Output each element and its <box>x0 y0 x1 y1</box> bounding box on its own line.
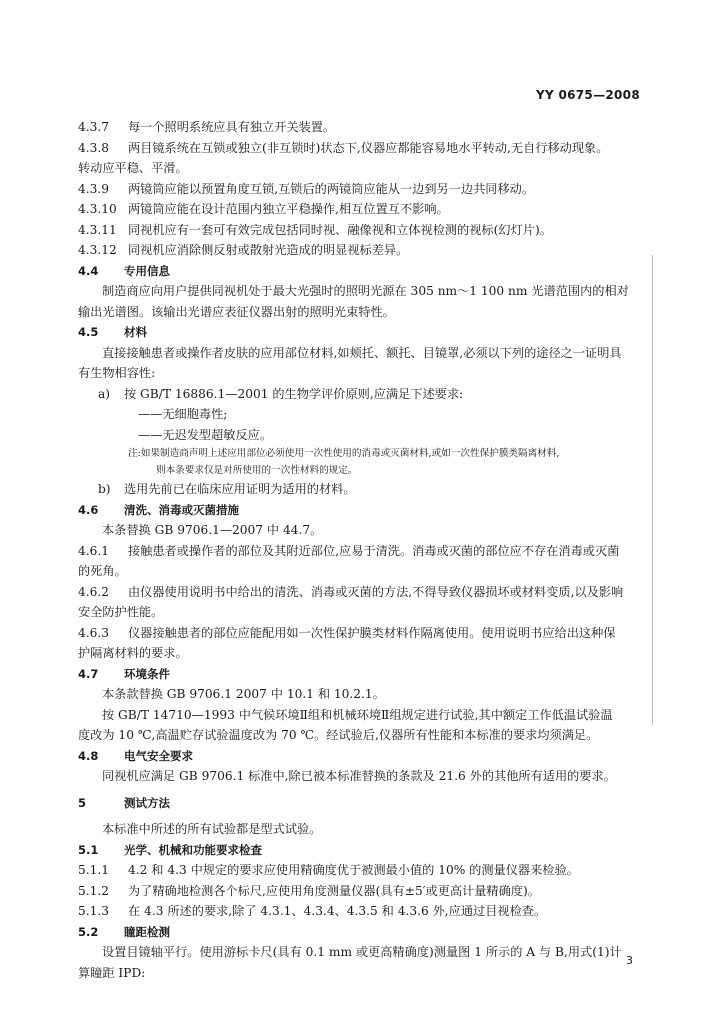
section-4-6-para-1: 本条替换 GB 9706.1—2007 中 44.7。 <box>102 523 323 537</box>
clause-5-1-2: 5.1.2 为了精确地检测各个标尺,应使用角度测量仪器(具有±5′或更高计量精确度)。 <box>78 883 540 898</box>
section-4-7-para-2: 按 GB/T 14710—1993 中气候环境Ⅱ组和机械环境Ⅱ组规定进行试验,其中额定工作低温试验温 <box>102 707 613 722</box>
clause-4-3-10: 4.3.10 两镜筒应能在设计范围内独立平稳操作,相互位置互不影响。 <box>78 202 449 216</box>
section-4-5-heading: 4.5 材料 <box>78 325 147 339</box>
section-5-para-1: 本标准中所述的所有试验都是型式试验。 <box>102 822 322 836</box>
note-line-2: 则本条要求仅是对所使用的一次性材料的规定。 <box>156 465 358 476</box>
clause-4-6-1-cont: 的死角。 <box>78 564 127 578</box>
clause-4-6-3: 4.6.3 仪器接触患者的部位应能配用如一次性保护膜类材料作隔离使用。使用说明书应给出这种保 <box>78 625 616 640</box>
clause-5-1-1: 5.1.1 4.2 和 4.3 中规定的要求应使用精确度优于被测最小值的 10% 的测量仪器来检验。 <box>78 863 579 877</box>
section-4-4-heading: 4.4 专用信息 <box>78 263 170 278</box>
clause-4-6-2-cont: 安全防护性能。 <box>78 605 164 619</box>
section-4-4-para-1: 制造商应向用户提供同视机处于最大光强时的照明光源在 305 nm～1 100 nm 光谱范围内的相对 <box>102 284 629 298</box>
clause-5-1-3: 5.1.3 在 4.3 所述的要求,除了 4.3.1、4.3.4、4.3.5 和 4.3.6 外,应通过目视检查。 <box>78 904 547 918</box>
list-item-a: a) 按 GB/T 16886.1—2001 的生物学评价原则,应满足下述要求: <box>98 386 464 401</box>
section-4-7-para-1: 本条款替换 GB 9706.1 2007 中 10.1 和 10.2.1。 <box>102 687 385 701</box>
list-item-b: b) 选用先前已在临床应用证明为适用的材料。 <box>98 482 356 496</box>
scan-edge-line <box>652 255 653 725</box>
section-4-8-para-1: 同视机应满足 GB 9706.1 标准中,除已被本标准替换的条款及 21.6 外的其他所有适用的要求。 <box>102 769 616 783</box>
section-5-2-heading: 5.2 瞳距检测 <box>78 924 170 939</box>
clause-4-3-8-cont: 转动应平稳、平滑。 <box>78 161 188 175</box>
clause-4-3-11: 4.3.11 同视机应有一套可有效完成包括同时视、融像视和立体视检测的视标(幻灯片)。 <box>78 222 552 237</box>
page-body <box>78 117 648 983</box>
section-5-1-heading: 5.1 光学、机械和功能要求检查 <box>78 842 262 857</box>
section-4-8-heading: 4.8 电气安全要求 <box>78 748 193 763</box>
clause-4-6-1: 4.6.1 接触患者或操作者的部位及其附近部位,应易于清洗。消毒或灭菌的部位应不存在消毒或灭菌 <box>78 543 620 558</box>
section-5-2-para-2: 算瞳距 IPD: <box>78 965 146 980</box>
clause-4-3-8: 4.3.8 两目镜系统在互锁或独立(非互锁时)状态下,仪器应都能容易地水平转动,无自行移动现象。 <box>78 140 609 155</box>
clause-4-3-7: 4.3.7 每一个照明系统应具有独立开关装置。 <box>78 120 336 134</box>
standard-code-header: YY 0675—2008 <box>536 88 640 102</box>
page-number: 3 <box>626 954 633 967</box>
requirement-dash-1: ——无细胞毒性; <box>138 407 228 421</box>
section-4-5-para-2: 有生物相容性: <box>78 366 156 380</box>
section-5-2-para-1: 设置目镜轴平行。使用游标卡尺(具有 0.1 mm 或更高精确度)测量图 1 所示的 A 与 B,用式(1)计 <box>102 945 622 959</box>
section-4-7-para-3: 度改为 10 ℃,高温贮存试验温度改为 70 ℃。经试验后,仪器所有性能和本标准的要求均须满足。 <box>78 728 599 742</box>
section-4-7-heading: 4.7 环境条件 <box>78 666 170 681</box>
clause-4-6-3-cont: 护隔离材料的要求。 <box>78 646 188 660</box>
section-4-4-para-2: 输出光谱图。该输出光谱应表征仪器出射的照明光束特性。 <box>78 304 395 319</box>
clause-4-3-12: 4.3.12 同视机应消除侧反射或散射光造成的明显视标差异。 <box>78 243 409 257</box>
note-line-1: 注:如果制造商声明上述应用部位必须使用一次性使用的消毒或灭菌材料,或如一次性保护膜类隔离材料, <box>128 448 560 459</box>
section-4-5-para-1: 直接接触患者或操作者皮肤的应用部位材料,如颊托、额托、目镜罩,必须以下列的途径之一证明具 <box>102 345 622 360</box>
section-5-heading: 5 测试方法 <box>78 795 170 810</box>
requirement-dash-2: ——无迟发型超敏反应。 <box>138 427 273 442</box>
clause-4-3-9: 4.3.9 两镜筒应能以预置角度互锁,互锁后的两镜筒应能从一边到另一边共同移动。 <box>78 181 535 196</box>
section-4-6-heading: 4.6 清洗、消毒或灭菌措施 <box>78 502 239 517</box>
clause-4-6-2: 4.6.2 由仪器使用说明书中给出的清洗、消毒或灭菌的方法,不得导致仪器损坏或材料变质,以及影响 <box>78 584 624 599</box>
